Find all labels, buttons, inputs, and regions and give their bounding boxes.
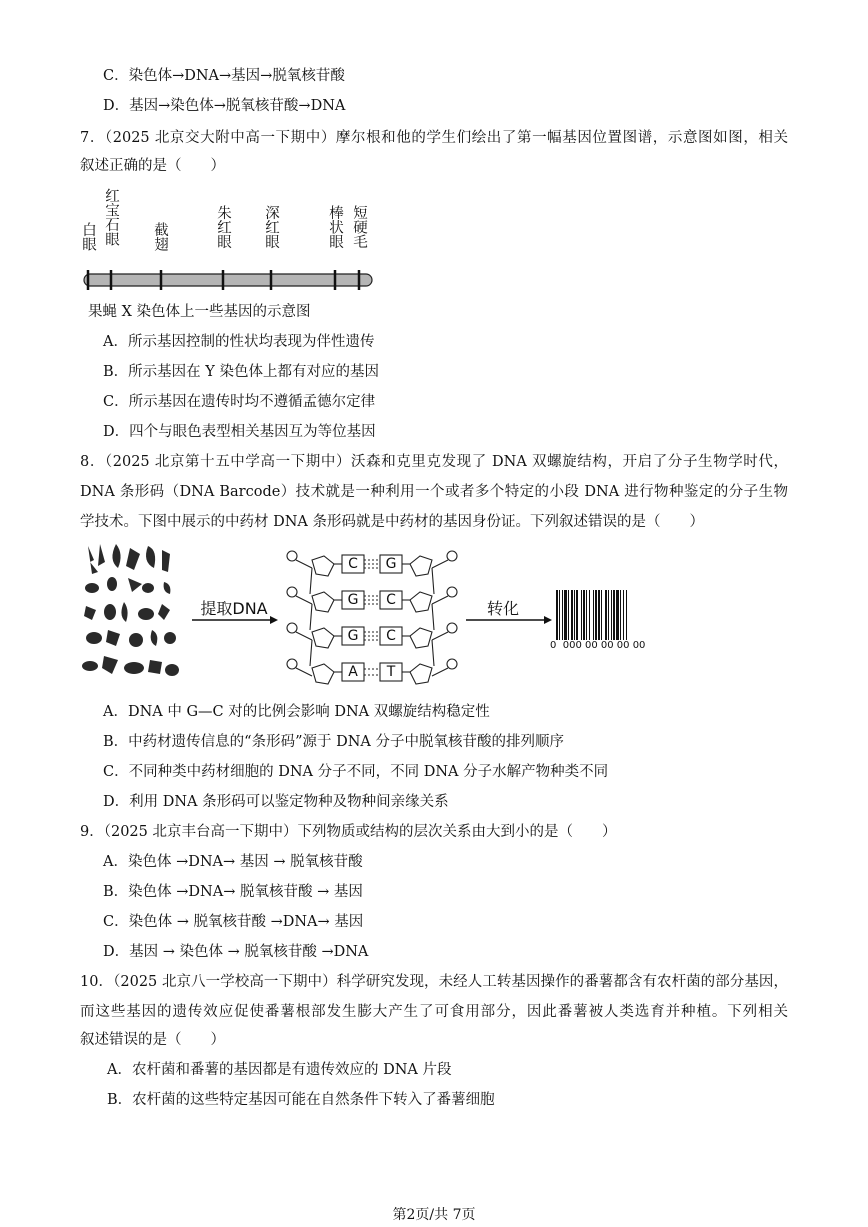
q7-stem-line-1: 7．（2025 北京交大附中高一下期中）摩尔根和他的学生们绘出了第一幅基因位置图谱，示意图如图，相关 — [80, 130, 788, 146]
q6-option-c: C．染色体→DNA→基因→脱氧核苷酸 — [103, 68, 345, 84]
base-left-2: G — [347, 592, 359, 608]
barcode-stripe — [574, 590, 575, 640]
q8-option-c: C．不同种类中药材细胞的 DNA 分子不同，不同 DNA 分子水解产物种类不同 — [103, 764, 609, 780]
base-right-3: C — [386, 628, 396, 644]
gene-label-carmine-eye: 深红眼 — [263, 205, 279, 249]
barcode-stripe — [559, 590, 560, 640]
base-left-3: G — [347, 628, 359, 644]
q10-option-a: A．农杆菌和番薯的基因都是有遗传效应的 DNA 片段 — [107, 1062, 452, 1078]
convert-arrow — [464, 614, 554, 626]
barcode-stripe — [576, 590, 578, 640]
gene-label-bar-eye: 棒状眼 — [327, 205, 343, 249]
base-left-1: C — [348, 556, 358, 572]
dna-ladder-diagram — [282, 542, 462, 688]
q8-option-d: D．利用 DNA 条形码可以鉴定物种及物种间亲缘关系 — [103, 794, 449, 810]
q9-option-b: B．染色体 →DNA→ 脱氧核苷酸 → 基因 — [103, 884, 363, 900]
q7-figure-caption: 果蝇 X 染色体上一些基因的示意图 — [88, 304, 311, 320]
barcode-stripe — [620, 590, 621, 640]
gene-label-short-bristle: 短硬毛 — [351, 205, 367, 249]
gene-label-cut-wing: 截翅 — [152, 222, 168, 251]
barcode-stripe — [564, 590, 567, 640]
q8-stem-line-2: DNA 条形码（DNA Barcode）技术就是一种利用一个或者多个特定的小段 DNA 进行物种鉴定的分子生物 — [80, 484, 788, 500]
barcode-stripe — [593, 590, 594, 640]
barcode-stripe — [556, 590, 558, 640]
gene-label-vermilion-eye: 朱红眼 — [215, 205, 231, 249]
barcode-stripe — [581, 590, 582, 640]
barcode-stripe — [598, 590, 600, 640]
base-right-4: T — [386, 664, 396, 680]
q8-option-b: B．中药材遗传信息的“条形码”源于 DNA 分子中脱氧核苷酸的排列顺序 — [103, 734, 564, 750]
q8-option-a: A．DNA 中 G—C 对的比例会影响 DNA 双螺旋结构稳定性 — [103, 704, 490, 720]
barcode-stripe — [611, 590, 612, 640]
q9-option-c: C．染色体 → 脱氧核苷酸 →DNA→ 基因 — [103, 914, 364, 930]
q9-option-a: A．染色体 →DNA→ 基因 → 脱氧核苷酸 — [103, 854, 363, 870]
barcode-stripe — [626, 590, 627, 640]
barcode-stripe — [601, 590, 602, 640]
extract-dna-label: 提取DNA — [200, 599, 268, 618]
q9-stem: 9．（2025 北京丰台高一下期中）下列物质或结构的层次关系由大到小的是（ ） — [80, 824, 617, 840]
herbal-materials-image — [78, 542, 196, 688]
barcode-stripe — [616, 590, 619, 640]
page-number: 第2页/共 7页 — [392, 1207, 476, 1223]
q10-stem-line-2: 而这些基因的遗传效应促使番薯根部发生膨大产生了可食用部分，因此番薯被人类选育并种植。下列相关 — [80, 1004, 788, 1020]
q10-stem-line-3: 叙述错误的是（ ） — [80, 1032, 225, 1048]
q8-stem-line-3: 学技术。下图中展示的中药材 DNA 条形码就是中药材的基因身份证。下列叙述错误的是（ ） — [80, 514, 704, 530]
barcode-stripe — [571, 590, 573, 640]
barcode-stripe — [608, 590, 609, 640]
barcode-stripe — [589, 590, 590, 640]
gene-label-white-eye: 白眼 — [80, 222, 96, 251]
q7-option-c: C．所示基因在遗传时均不遵循孟德尔定律 — [103, 394, 376, 410]
barcode-stripe — [568, 590, 569, 640]
q7-option-a: A．所示基因控制的性状均表现为伴性遗传 — [103, 334, 375, 350]
base-right-2: C — [386, 592, 396, 608]
q9-option-d: D．基因 → 染色体 → 脱氧核苷酸 →DNA — [103, 944, 369, 960]
barcode-stripe — [595, 590, 597, 640]
q7-stem-line-2: 叙述正确的是（ ） — [80, 158, 225, 174]
dna-barcode-figure — [78, 542, 678, 690]
barcode-stripe — [623, 590, 624, 640]
q10-stem-line-1: 10．（2025 北京八一学校高一下期中）科学研究发现，未经人工转基因操作的番薯都含有农杆菌的部分基因， — [80, 974, 788, 990]
base-left-4: A — [348, 664, 358, 680]
barcode-digits: 0 000 00 00 00 00 — [550, 640, 646, 651]
barcode-stripe — [583, 590, 585, 640]
q6-option-d: D．基因→染色体→脱氧核苷酸→DNA — [103, 98, 346, 114]
chromosome-bar — [78, 186, 378, 296]
convert-label: 转化 — [486, 599, 519, 618]
gene-label-ruby-eye: 红宝石眼 — [103, 188, 119, 246]
x-chromosome-gene-map — [78, 186, 378, 296]
barcode-stripe — [613, 590, 615, 640]
barcode-stripe — [586, 590, 587, 640]
extract-dna-arrow — [190, 614, 280, 626]
q8-stem-line-1: 8．（2025 北京第十五中学高一下期中）沃森和克里克发现了 DNA 双螺旋结构，开启了分子生物学时代， — [80, 454, 788, 470]
barcode-stripe — [605, 590, 607, 640]
q7-option-d: D．四个与眼色表型相关基因互为等位基因 — [103, 424, 376, 440]
base-right-1: G — [385, 556, 397, 572]
q10-option-b: B．农杆菌的这些特定基因可能在自然条件下转入了番薯细胞 — [107, 1092, 495, 1108]
q7-option-b: B．所示基因在 Y 染色体上都有对应的基因 — [103, 364, 379, 380]
barcode-stripe — [562, 590, 563, 640]
